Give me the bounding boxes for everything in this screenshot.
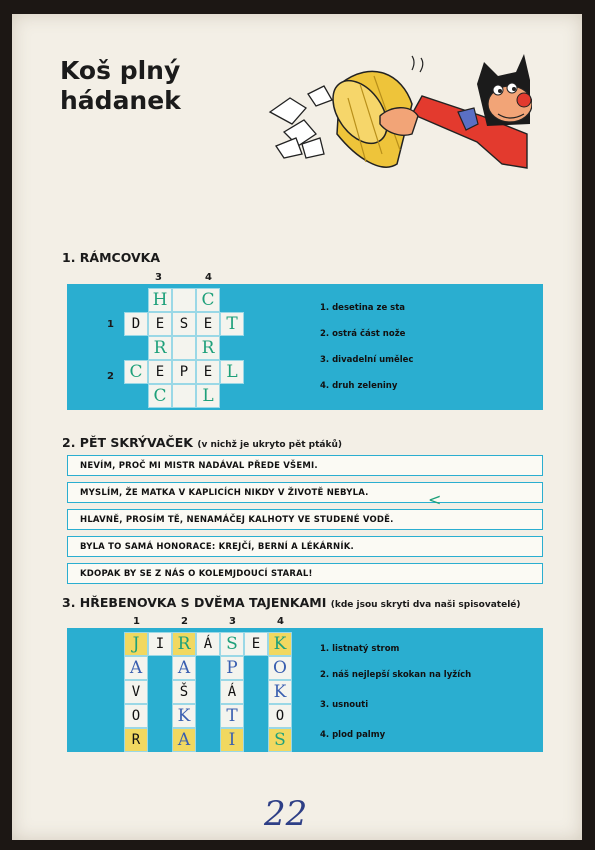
grid-cell[interactable]: C xyxy=(124,360,148,384)
clue-1: 1. desetina ze sta xyxy=(320,303,406,313)
grid-cell[interactable]: S xyxy=(172,312,196,336)
grid-cell[interactable]: O xyxy=(124,704,148,728)
grid-cell[interactable]: L xyxy=(196,384,220,408)
grid-cell[interactable]: S xyxy=(268,728,292,752)
sentence-row: NEVÍM, PROČ MI MISTR NADÁVAL PŘEDE VŠEMI. xyxy=(67,455,543,476)
sentence-row: HLAVNĚ, PROSÍM TĚ, NENAMÁČEJ KALHOTY VE STUDENÉ VODĚ. xyxy=(67,509,543,530)
page-title xyxy=(60,56,181,116)
grid-cell[interactable]: I xyxy=(220,728,244,752)
grid-cell[interactable]: E xyxy=(244,632,268,656)
page-number: 22 xyxy=(264,794,308,834)
grid-cell[interactable]: T xyxy=(220,312,244,336)
col-number: 1 xyxy=(133,616,140,627)
clue-4: 4. druh zeleniny xyxy=(320,381,398,391)
grid-cell[interactable]: E xyxy=(196,312,220,336)
grid-cell[interactable]: A xyxy=(172,656,196,680)
grid-cell[interactable]: K xyxy=(268,632,292,656)
cat-with-basket-illustration xyxy=(262,54,532,184)
section-2-heading: 2. PĚT SKRÝVAČEK (v nichž je ukryto pět ptáků) xyxy=(62,435,342,450)
clue-3: 3. usnouti xyxy=(320,700,369,710)
clue-1: 1. listnatý strom xyxy=(320,644,400,654)
col-number: 3 xyxy=(229,616,236,627)
sentence-row: KDOPAK BY SE Z NÁS O KOLEMJDOUCÍ STARAL! xyxy=(67,563,543,584)
grid-cell[interactable]: R xyxy=(172,632,196,656)
grid-cell[interactable]: R xyxy=(148,336,172,360)
grid-cell[interactable]: A xyxy=(124,656,148,680)
col-number-3: 3 xyxy=(155,272,162,283)
grid-cell[interactable]: L xyxy=(220,360,244,384)
clue-2: 2. náš nejlepší skokan na lyžích xyxy=(320,670,472,680)
grid-cell[interactable]: Á xyxy=(220,680,244,704)
title-line-2: hádanek xyxy=(60,86,181,115)
grid-cell[interactable]: P xyxy=(220,656,244,680)
grid-cell[interactable]: I xyxy=(148,632,172,656)
col-number-4: 4 xyxy=(205,272,212,283)
grid-cell[interactable]: O xyxy=(268,704,292,728)
grid-cell[interactable]: T xyxy=(220,704,244,728)
sentence-row: BYLA TO SAMÁ HONORACE: KREJČÍ, BERNÍ A LÉKÁRNÍK. xyxy=(67,536,543,557)
grid-cell[interactable]: C xyxy=(148,384,172,408)
ramcovka-panel xyxy=(67,284,543,410)
grid-cell[interactable]: V xyxy=(124,680,148,704)
section-1-heading: 1. RÁMCOVKA xyxy=(62,250,161,265)
grid-cell[interactable] xyxy=(172,384,196,408)
col-number: 4 xyxy=(277,616,284,627)
handwritten-check-mark: < xyxy=(428,490,442,509)
grid-cell[interactable]: R xyxy=(196,336,220,360)
grid-cell[interactable]: P xyxy=(172,360,196,384)
grid-cell[interactable]: E xyxy=(148,360,172,384)
grid-cell[interactable] xyxy=(172,336,196,360)
grid-cell[interactable]: K xyxy=(268,680,292,704)
grid-cell[interactable]: E xyxy=(148,312,172,336)
grid-cell[interactable]: C xyxy=(196,288,220,312)
grid-cell[interactable]: K xyxy=(172,704,196,728)
grid-cell[interactable]: H xyxy=(148,288,172,312)
grid-cell[interactable] xyxy=(172,288,196,312)
grid-cell[interactable]: R xyxy=(124,728,148,752)
book-page xyxy=(12,14,582,840)
grid-cell[interactable]: E xyxy=(196,360,220,384)
title-line-1: Koš plný xyxy=(60,56,181,85)
row-number-2: 2 xyxy=(107,371,114,382)
grid-cell[interactable]: Š xyxy=(172,680,196,704)
grid-cell[interactable]: S xyxy=(220,632,244,656)
clue-2: 2. ostrá část nože xyxy=(320,329,406,339)
section-3-heading: 3. HŘEBENOVKA S DVĚMA TAJENKAMI (kde jsou skryti dva naši spisovatelé) xyxy=(62,595,521,610)
grid-cell[interactable]: J xyxy=(124,632,148,656)
grid-cell[interactable]: D xyxy=(124,312,148,336)
clue-3: 3. divadelní umělec xyxy=(320,355,414,365)
clue-4: 4. plod palmy xyxy=(320,730,386,740)
grid-cell[interactable]: Á xyxy=(196,632,220,656)
grid-cell[interactable]: O xyxy=(268,656,292,680)
row-number-1: 1 xyxy=(107,319,114,330)
sentence-row: MYSLÍM, ŽE MATKA V KAPLICÍCH NIKDY V ŽIVOTĚ NEBYLA. xyxy=(67,482,543,503)
grid-cell[interactable]: A xyxy=(172,728,196,752)
col-number: 2 xyxy=(181,616,188,627)
